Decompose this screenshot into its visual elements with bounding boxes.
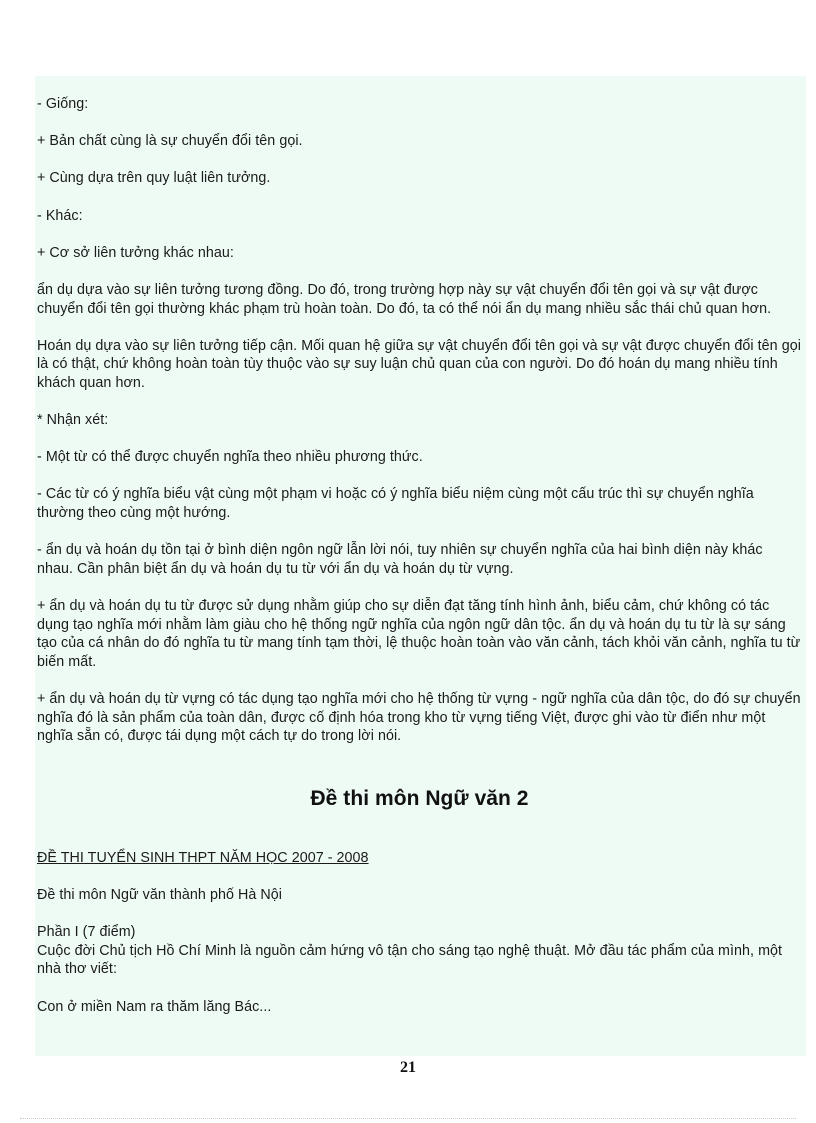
exam-subtitle: Đề thi môn Ngữ văn thành phố Hà Nội <box>37 886 282 903</box>
paragraph-rhetorical: + ẩn dụ và hoán dụ tu từ được sử dụng nhằm giúp cho sự diễn đạt tăng tính hình ảnh, biểu cảm, chứ không có tác dụng tạo nghĩa mới nhằm làm giàu cho hệ thống ngữ nghĩa của ngôn ngữ dân tộc. ẩn dụ và hoán dụ tu từ là sự sáng tạo của cá nhân do đó nghĩa tu từ mang tính tạm thời, lệ thuộc hoàn toàn vào văn cảnh, tách khỏi văn cảnh, nghĩa tu từ biến mất. <box>37 598 801 670</box>
section-heading: Đề thi môn Ngữ văn 2 <box>310 786 529 810</box>
paragraph-nature: + Bản chất cùng là sự chuyển đổi tên gọi. <box>37 133 303 150</box>
paragraph-remark: * Nhận xét: <box>37 412 109 429</box>
quote-line: Con ở miền Nam ra thăm lăng Bác... <box>37 998 272 1015</box>
paragraph-similar: - Giống: <box>37 96 89 112</box>
document-body <box>37 95 802 1035</box>
paragraph-remark-3: - ẩn dụ và hoán dụ tồn tại ở bình diện ngôn ngữ lẫn lời nói, tuy nhiên sự chuyển nghĩa của hai bình diện này khác nhau. Cần phân biệt ẩn dụ và hoán dụ tu từ với ẩn dụ và hoán dụ từ vựng. <box>37 542 763 577</box>
page-number: 21 <box>400 1059 416 1076</box>
paragraph-association: + Cùng dựa trên quy luật liên tưởng. <box>37 170 271 187</box>
part-label: Phần I (7 điểm) <box>37 924 136 941</box>
paragraph-lexical: + ẩn dụ và hoán dụ từ vựng có tác dụng tạo nghĩa mới cho hệ thống từ vựng - ngữ nghĩa của dân tộc, do đó sự chuyển nghĩa đó là sản phẩm của toàn dân, được cố định hóa trong kho từ vựng tiếng Việt, được ghi vào từ điển như một nghĩa sẵn có, được tái dụng một cách tự do trong lời nói. <box>37 691 801 745</box>
paragraph-metonymy: Hoán dụ dựa vào sự liên tưởng tiếp cận. Mối quan hệ giữa sự vật chuyển đổi tên gọi và sự vật được chuyển đổi tên gọi là có thật, chứ không hoàn toàn tùy thuộc vào sự suy luận chủ quan của con người. Do đó hoán dụ mang nhiều tính khách quan hơn. <box>37 337 801 391</box>
footer-divider <box>20 1118 796 1119</box>
paragraph-metaphor: ẩn dụ dựa vào sự liên tưởng tương đồng. Do đó, trong trường hợp này sự vật chuyển đổi tên gọi và sự vật được chuyển đổi tên gọi thường khác phạm trù hoàn toàn. Do đó, ta có thể nói ẩn dụ mang nhiều sắc thái chủ quan hơn. <box>37 281 772 317</box>
paragraph-remark-2: - Các từ có ý nghĩa biểu vật cùng một phạm vi hoặc có ý nghĩa biểu niệm cùng một cấu trúc thì sự chuyển nghĩa thường theo cùng một hướng. <box>37 486 754 522</box>
paragraph-remark-1: - Một từ có thể được chuyển nghĩa theo nhiều phương thức. <box>37 449 423 466</box>
paragraph-different: - Khác: <box>37 207 83 224</box>
exam-title: ĐỀ THI TUYỂN SINH THPT NĂM HỌC 2007 - 2008 <box>37 849 369 866</box>
paragraph-basis: + Cơ sở liên tưởng khác nhau: <box>37 244 234 261</box>
part-text: Cuộc đời Chủ tịch Hồ Chí Minh là nguồn cảm hứng vô tận cho sáng tạo nghệ thuật. Mở đầu tác phẩm của mình, một nhà thơ viết: <box>37 942 783 978</box>
